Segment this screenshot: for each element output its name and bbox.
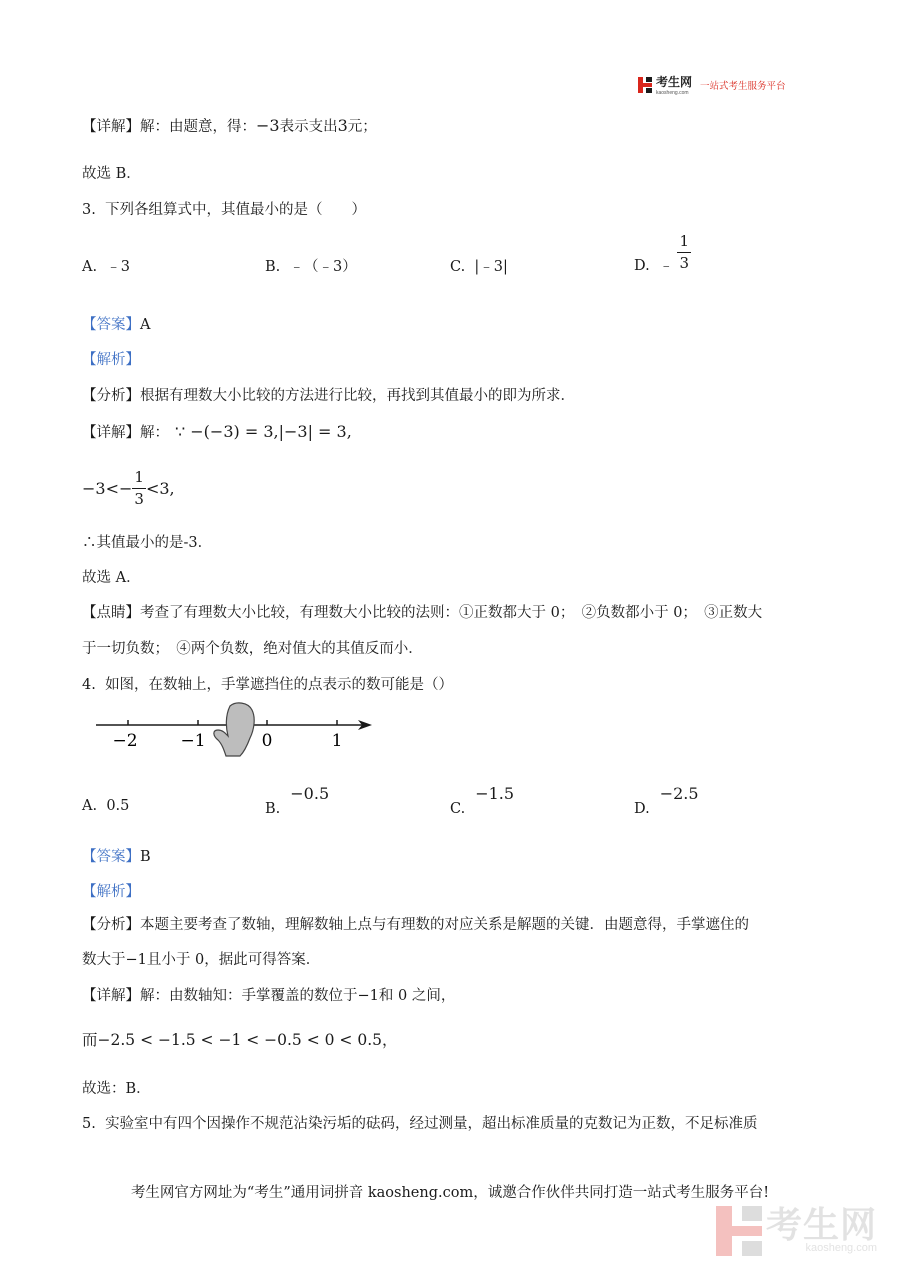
q2-detail-expr-b: 3 <box>337 116 348 135</box>
watermark-domain: kaosheng.com <box>805 1242 878 1254</box>
nl-label-neg2: −2 <box>112 731 138 751</box>
watermark-mark-icon <box>716 1206 762 1256</box>
q2-detail-expr-a: −3 <box>256 116 280 135</box>
q4-answer: 【答案】B <box>82 849 151 865</box>
q4-analysis-tag: 【解析】 <box>82 884 140 900</box>
q3-dianjing-2: 于一切负数； ④两个负数，绝对值大的其值反而小． <box>82 641 423 657</box>
q3-stem <box>82 198 366 219</box>
q4-option-a: A. 0.5 <box>82 798 130 814</box>
q3-option-c: C. |﹣3| <box>450 259 508 275</box>
q3-fenxi: 【分析】根据有理数大小比较的方法进行比较，再找到其值最小的即为所求． <box>82 388 575 404</box>
q3-detail: 【详解】解： ∵ −(−3) = 3,|−3| = 3, <box>82 422 352 441</box>
q3-analysis-tag: 【解析】 <box>82 352 140 368</box>
q3-conclusion: 故选 A． <box>82 570 141 586</box>
nl-label-neg1: −1 <box>180 731 206 751</box>
q4-inequality: 而−2.5 < −1.5 < −1 < −0.5 < 0 < 0.5， <box>82 1031 398 1049</box>
watermark-text: 考生网 <box>766 1204 878 1245</box>
q4-option-d: D.−2.5 <box>634 784 699 817</box>
q3-stem-text: 下列各组算式中，其值最小的是（ ） <box>105 202 367 218</box>
q3-inequality: −3<− $\frac{1}{3}$ <3, <box>82 468 175 508</box>
q3-option-b: B. ﹣（﹣3） <box>265 259 357 275</box>
logo-name: 考生网 <box>656 75 693 89</box>
logo-domain: kaosheng.com <box>656 90 689 96</box>
hand-icon <box>214 703 254 756</box>
q4-number-line <box>90 700 380 760</box>
header-logo <box>638 74 786 96</box>
q3-answer: 【答案】A <box>82 317 151 333</box>
nl-label-0: 0 <box>261 731 273 751</box>
q4-option-c: C.−1.5 <box>450 784 515 817</box>
q4-fenxi-1: 【分析】本题主要考查了数轴，理解数轴上点与有理数的对应关系是解题的关键．由题意得，手掌遮住的 <box>82 917 749 933</box>
watermark-logo <box>716 1206 877 1256</box>
q5-stem: 5. 实验室中有四个因操作不规范沾染污垢的砝码，经过测量，超出标准质量的克数记为正数，不足标准质 <box>82 1116 758 1132</box>
q2-detail-text-c: 元； <box>347 119 377 135</box>
q3-therefore: ∴其值最小的是-3． <box>82 535 213 551</box>
q3-dianjing-1: 【点睛】考查了有理数大小比较，有理数大小比较的法则：①正数都大于 0； ②负数都小于 0； ③正数大 <box>82 605 763 621</box>
q2-detail-text-a: 解：由题意，得： <box>140 119 256 135</box>
q3-option-d: D. ﹣ $\frac{1}{3}$ <box>634 232 689 274</box>
q4-fenxi-2: 数大于−1且小于 0，据此可得答案． <box>82 952 321 968</box>
q2-conclusion: 故选 B． <box>82 166 141 182</box>
q4-conclusion: 故选：B． <box>82 1081 151 1097</box>
footer-text: 考生网官方网址为“考生”通用词拼音 kaosheng.com，诚邀合作伙伴共同打造一站式考生服务平台! <box>130 1185 770 1201</box>
q2-detail <box>82 115 377 136</box>
q4-stem: 4. 如图，在数轴上，手掌遮挡住的点表示的数可能是（） <box>82 677 454 693</box>
q3-number: 3. <box>82 202 96 218</box>
q2-detail-tag: 【详解】 <box>82 119 140 135</box>
q4-option-b: B.−0.5 <box>265 784 330 817</box>
q4-detail: 【详解】解：由数轴知：手掌覆盖的数位于−1和 0 之间， <box>82 988 456 1004</box>
q3-option-a: A. ﹣3 <box>82 259 131 275</box>
nl-label-1: 1 <box>331 731 343 751</box>
q2-detail-text-b: 表示支出 <box>279 119 338 135</box>
header-slogan: 一站式考生服务平台 <box>700 81 786 92</box>
logo-mark-icon <box>638 77 652 93</box>
